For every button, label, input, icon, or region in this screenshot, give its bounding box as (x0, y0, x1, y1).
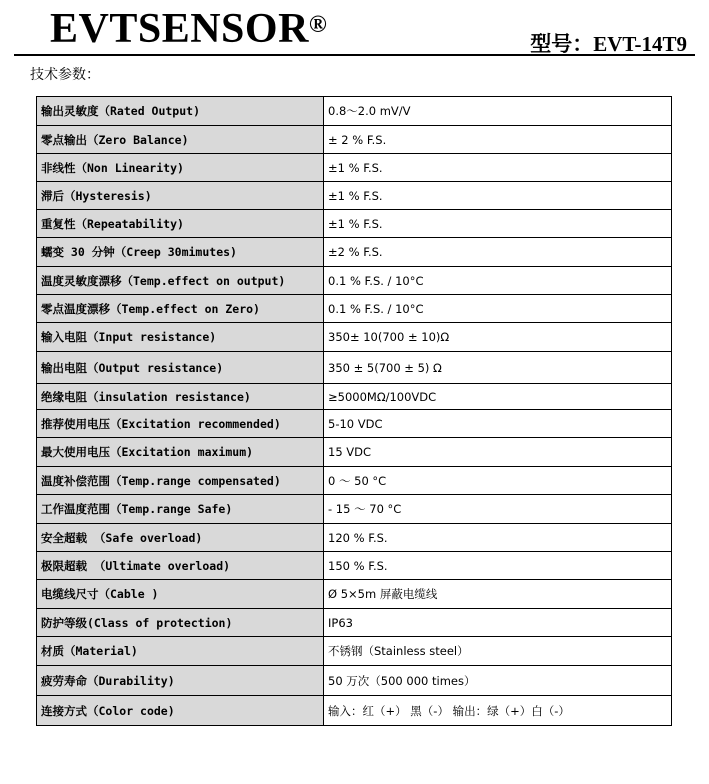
spec-value: ± 2 % F.S. (324, 126, 672, 154)
spec-row (37, 637, 672, 666)
spec-value: 0.1 % F.S. / 10°C (324, 295, 672, 323)
spec-value: 15 VDC (324, 438, 672, 467)
spec-row (37, 97, 672, 126)
spec-value: Ø 5×5m 屏蔽电缆线 (324, 580, 672, 609)
spec-row (37, 238, 672, 267)
spec-table (36, 96, 672, 726)
spec-parameter: 绝缘电阻（insulation resistance) (37, 384, 324, 410)
spec-parameter: 最大使用电压（Excitation maximum) (37, 438, 324, 467)
spec-row (37, 384, 672, 410)
spec-value: ≥5000MΩ/100VDC (324, 384, 672, 410)
spec-parameter: 重复性（Repeatability) (37, 210, 324, 238)
spec-parameter: 蠕变 30 分钟（Creep 30mimutes) (37, 238, 324, 267)
spec-value: ±2 % F.S. (324, 238, 672, 267)
spec-row (37, 126, 672, 154)
spec-row (37, 696, 672, 726)
registered-mark: ® (308, 12, 328, 38)
section-title: 技术参数： (30, 67, 100, 83)
spec-value: 350 ± 5(700 ± 5) Ω (324, 352, 672, 384)
spec-parameter: 连接方式（Color code) (37, 696, 324, 726)
spec-row (37, 666, 672, 696)
spec-value: 不锈钢（Stainless steel） (324, 637, 672, 666)
spec-row (37, 438, 672, 467)
spec-row (37, 495, 672, 524)
spec-parameter: 工作温度范围（Temp.range Safe) (37, 495, 324, 524)
spec-parameter: 输出灵敏度（Rated Output) (37, 97, 324, 126)
spec-row (37, 182, 672, 210)
spec-value: 350± 10(700 ± 10)Ω (324, 323, 672, 352)
spec-parameter: 非线性（Non Linearity) (37, 154, 324, 182)
spec-row (37, 323, 672, 352)
spec-value: 150 % F.S. (324, 552, 672, 580)
spec-row (37, 210, 672, 238)
spec-row (37, 580, 672, 609)
spec-row (37, 609, 672, 637)
spec-parameter: 防护等级(Class of protection) (37, 609, 324, 637)
header-divider (14, 54, 695, 56)
spec-parameter: 输入电阻（Input resistance) (37, 323, 324, 352)
spec-row (37, 524, 672, 552)
brand-name: EVTSENSOR (50, 6, 309, 52)
spec-row (37, 410, 672, 438)
spec-table-body (37, 97, 672, 726)
spec-parameter: 温度补偿范围（Temp.range compensated) (37, 467, 324, 495)
spec-parameter: 极限超载 （Ultimate overload) (37, 552, 324, 580)
spec-parameter: 疲劳寿命（Durability) (37, 666, 324, 696)
spec-parameter: 零点温度漂移（Temp.effect on Zero) (37, 295, 324, 323)
spec-value: 0 ～ 50 °C (324, 467, 672, 495)
spec-value: 50 万次（500 000 times） (324, 666, 672, 696)
spec-value: 0.8～2.0 mV/V (324, 97, 672, 126)
model-number: 型号：EVT-14T9 (530, 32, 687, 56)
spec-parameter: 安全超载 （Safe overload) (37, 524, 324, 552)
spec-value: IP63 (324, 609, 672, 637)
spec-row (37, 154, 672, 182)
spec-row (37, 467, 672, 495)
spec-parameter: 零点输出（Zero Balance) (37, 126, 324, 154)
spec-parameter: 材质（Material) (37, 637, 324, 666)
spec-value: 0.1 % F.S. / 10°C (324, 267, 672, 295)
spec-value: 输入：红（+） 黑（-） 输出：绿（+）白（-） (324, 696, 672, 726)
spec-row (37, 552, 672, 580)
spec-value: ±1 % F.S. (324, 210, 672, 238)
brand-logo (50, 4, 327, 54)
spec-value: ±1 % F.S. (324, 182, 672, 210)
spec-row (37, 352, 672, 384)
spec-parameter: 滞后（Hysteresis) (37, 182, 324, 210)
spec-parameter: 推荐使用电压（Excitation recommended) (37, 410, 324, 438)
spec-row (37, 295, 672, 323)
spec-value: 5-10 VDC (324, 410, 672, 438)
spec-value: - 15 ～ 70 °C (324, 495, 672, 524)
spec-value: 120 % F.S. (324, 524, 672, 552)
spec-parameter: 输出电阻（Output resistance) (37, 352, 324, 384)
spec-value: ±1 % F.S. (324, 154, 672, 182)
spec-row (37, 267, 672, 295)
spec-parameter: 电缆线尺寸（Cable ) (37, 580, 324, 609)
spec-parameter: 温度灵敏度漂移（Temp.effect on output) (37, 267, 324, 295)
